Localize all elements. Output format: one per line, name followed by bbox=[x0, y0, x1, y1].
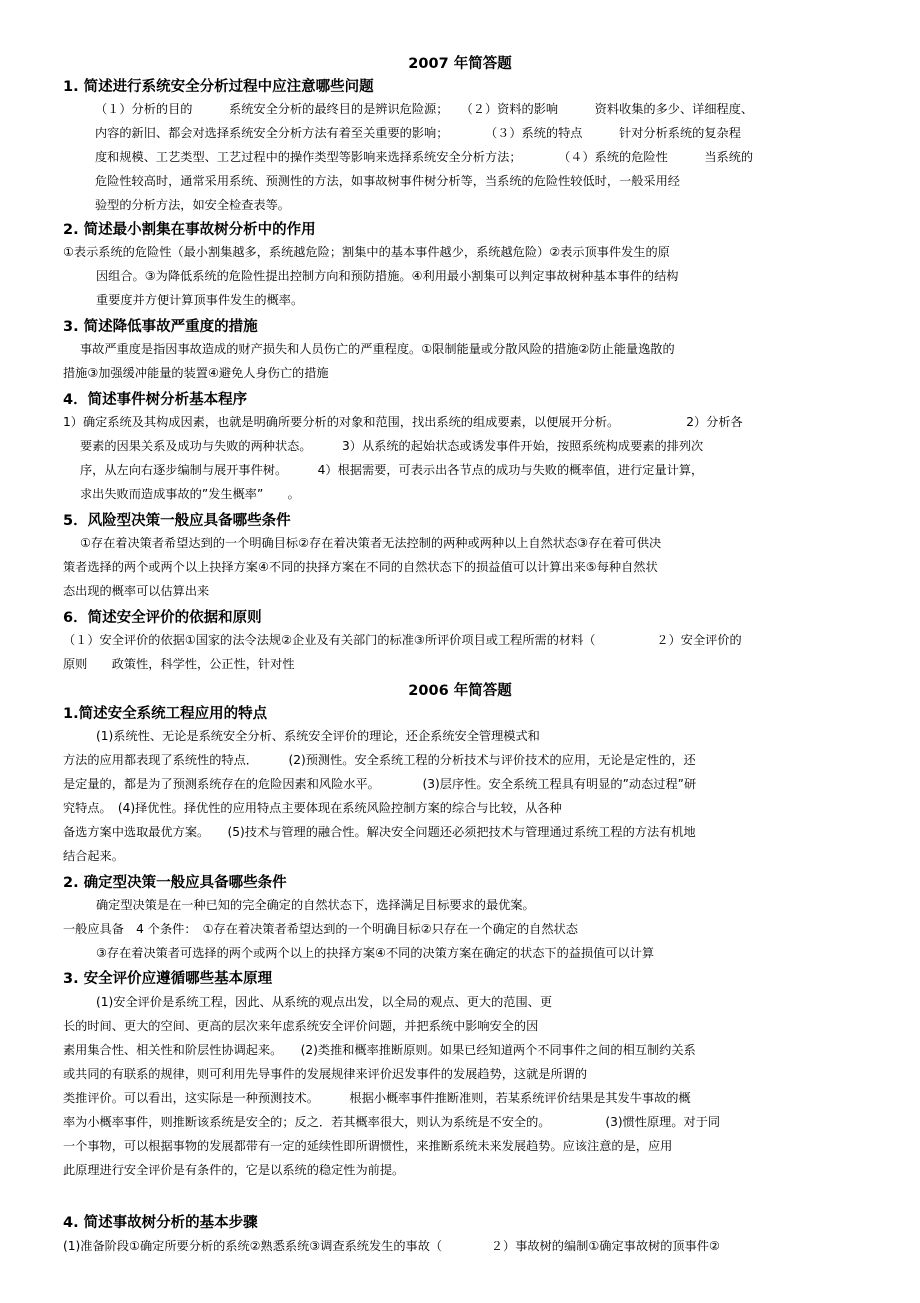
answer-line: 究特点。 (4)择优性。择优性的应用特点主要体现在系统风险控制方案的综合与比较，从各种 bbox=[63, 801, 562, 815]
question-heading: 2. 简述最小割集在事故树分析中的作用 bbox=[63, 222, 316, 238]
question-heading: 4. 简述事故树分析的基本步骤 bbox=[63, 1215, 258, 1231]
answer-line: 长的时间、更大的空间、更高的层次来年虑系统安全评价问题，并把系统中影响安全的因 bbox=[63, 1019, 539, 1033]
answer-line: 是定量的，都是为了预测系统存在的危险因素和风险水平。 (3)层序性。安全系统工程具有明显的”动态过程”研 bbox=[63, 777, 697, 791]
question-heading: 2. 确定型决策一般应具备哪些条件 bbox=[63, 875, 287, 891]
answer-line: （１）分析的目的 系统安全分析的最终目的是辨识危险源； （２）资料的影响 资料收集的多少、详细程度、 bbox=[95, 102, 754, 116]
answer-line: 一般应具备 4 个条件： ①存在着决策者希望达到的一个明确目标②只存在一个确定的自然状态 bbox=[63, 922, 578, 936]
answer-line: (1)系统性、无论是系统安全分析、系统安全评价的理论，还企系统安全管理模式和 bbox=[96, 729, 540, 743]
question-heading: 4．简述事件树分析基本程序 bbox=[63, 392, 248, 408]
question-heading: 3. 安全评价应遵循哪些基本原理 bbox=[63, 971, 273, 987]
answer-line: 备选方案中选取最优方案。 (5)技术与管理的融合性。解决安全问题还必须把技术与管理通过系统工程的方法有机地 bbox=[63, 825, 696, 839]
answer-line: 度和规模、工艺类型、工艺过程中的操作类型等影响来选择系统安全分析方法； （４）系统的危险性 当系统的 bbox=[95, 150, 754, 164]
answer-line: 或共同的有联系的规律，则可利用先导事件的发展规律来评价迟发事件的发展趋势，这就是所谓的 bbox=[63, 1067, 588, 1081]
answer-line: 事故严重度是指因事故造成的财产损失和人员伤亡的严重程度。①限制能量或分散风险的措施②防止能量逸散的 bbox=[80, 342, 675, 356]
answer-line: (1)安全评价是系统工程，因此、从系统的观点出发，以全局的观点、更大的范围、更 bbox=[96, 995, 553, 1009]
answer-line: 方法的应用都表现了系统性的特点． (2)预测性。安全系统工程的分析技术与评价技术的应用，无论是定性的，还 bbox=[63, 753, 696, 767]
question-heading: 5．风险型决策一般应具备哪些条件 bbox=[63, 513, 291, 529]
answer-line: 因组合。③为降低系统的危险性提出控制方向和预防措施。④利用最小割集可以判定事故树种基本事件的结构 bbox=[96, 269, 679, 283]
question-heading: 1. 简述进行系统安全分析过程中应注意哪些问题 bbox=[63, 79, 374, 95]
answer-line: 率为小概率事件，则推断该系统是安全的；反之．若其概率很大，则认为系统是不安全的。 (3)惯性原理。对于同 bbox=[63, 1115, 721, 1129]
answer-line: 态出现的概率可以估算出来 bbox=[63, 584, 210, 598]
answer-line: 序，从左向右逐步编制与展开事件树。 4）根据需要，可表示出各节点的成功与失败的概率值，进行定量计算， bbox=[80, 463, 704, 477]
answer-line: 策者选择的两个或两个以上抉择方案④不同的抉择方案在不同的自然状态下的损益值可以计算出来⑤每种自然状 bbox=[63, 560, 658, 574]
answer-line: （１）安全评价的依据①国家的法令法规②企业及有关部门的标准③所评价项目或工程所需的材料（ ２）安全评价的 bbox=[63, 633, 742, 647]
answer-line: ③存在着决策者可选择的两个或两个以上的抉择方案④不同的决策方案在确定的状态下的益损值可以计算 bbox=[96, 946, 655, 960]
answer-line: ①存在着决策者希望达到的一个明确目标②存在着决策者无法控制的两种或两种以上自然状态③存在着可供决 bbox=[80, 536, 662, 550]
answer-line: 类推评价。可以看出，这实际是一种预测技术。 根据小概率事件推断准则，若某系统评价结果是其发牛事故的概 bbox=[63, 1091, 691, 1105]
answer-line: 内容的新旧、都会对选择系统安全分析方法有着至关重要的影响； （３）系统的特点 针对分析系统的复杂程 bbox=[95, 126, 741, 140]
answer-line: 此原理进行安全评价是有条件的，它是以系统的稳定性为前提。 bbox=[63, 1163, 405, 1177]
answer-line: 确定型决策是在一种已知的完全确定的自然状态下，选择满足目标要求的最优案。 bbox=[96, 898, 535, 912]
question-heading: 1.简述安全系统工程应用的特点 bbox=[63, 706, 268, 722]
answer-line: 1）确定系统及其构成因素，也就是明确所要分析的对象和范围，找出系统的组成要素，以便展开分析。 2）分析各 bbox=[63, 415, 743, 429]
answer-line: 验型的分析方法，如安全检查表等。 bbox=[95, 198, 290, 212]
section-title-2007: 2007 年简答题 bbox=[408, 56, 512, 72]
answer-line: 重要度并方便计算顶事件发生的概率。 bbox=[96, 293, 304, 307]
answer-line: 危险性较高时，通常采用系统、预测性的方法，如事故树事件树分析等，当系统的危险性较低时，一般采用经 bbox=[95, 174, 680, 188]
section-title-2006: 2006 年简答题 bbox=[408, 683, 512, 699]
answer-line: 要素的因果关系及成功与失败的两种状态。 3）从系统的起始状态或诱发事件开始，按照系统构成要素的排列次 bbox=[80, 439, 704, 453]
answer-line: 求出失败而造成事故的”发生概率” 。 bbox=[80, 487, 300, 501]
answer-line: 措施③加强缓冲能量的装置④避免人身伤亡的措施 bbox=[63, 366, 329, 380]
question-heading: 6．简述安全评价的依据和原则 bbox=[63, 610, 262, 626]
answer-line: 原则 政策性，科学性，公正性，针对性 bbox=[63, 657, 295, 671]
answer-line: 一个事物，可以根据事物的发展都带有一定的延续性即所谓惯性，来推断系统未来发展趋势。应该注意的是，应用 bbox=[63, 1139, 673, 1153]
question-heading: 3. 简述降低事故严重度的措施 bbox=[63, 319, 258, 335]
answer-line: 素用集合性、相关性和阶层性协调起来。 (2)类推和概率推断原则。如果已经知道两个不同事件之间的相互制约关系 bbox=[63, 1043, 696, 1057]
answer-line: 结合起来。 bbox=[63, 849, 124, 863]
answer-line: (1)准备阶段①确定所要分析的系统②熟悉系统③调查系统发生的事故（ ２）事故树的编制①确定事故树的顶事件② bbox=[63, 1239, 720, 1253]
answer-line: ①表示系统的危险性（最小割集越多，系统越危险；割集中的基本事件越少，系统越危险）②表示顶事件发生的原 bbox=[63, 245, 670, 259]
